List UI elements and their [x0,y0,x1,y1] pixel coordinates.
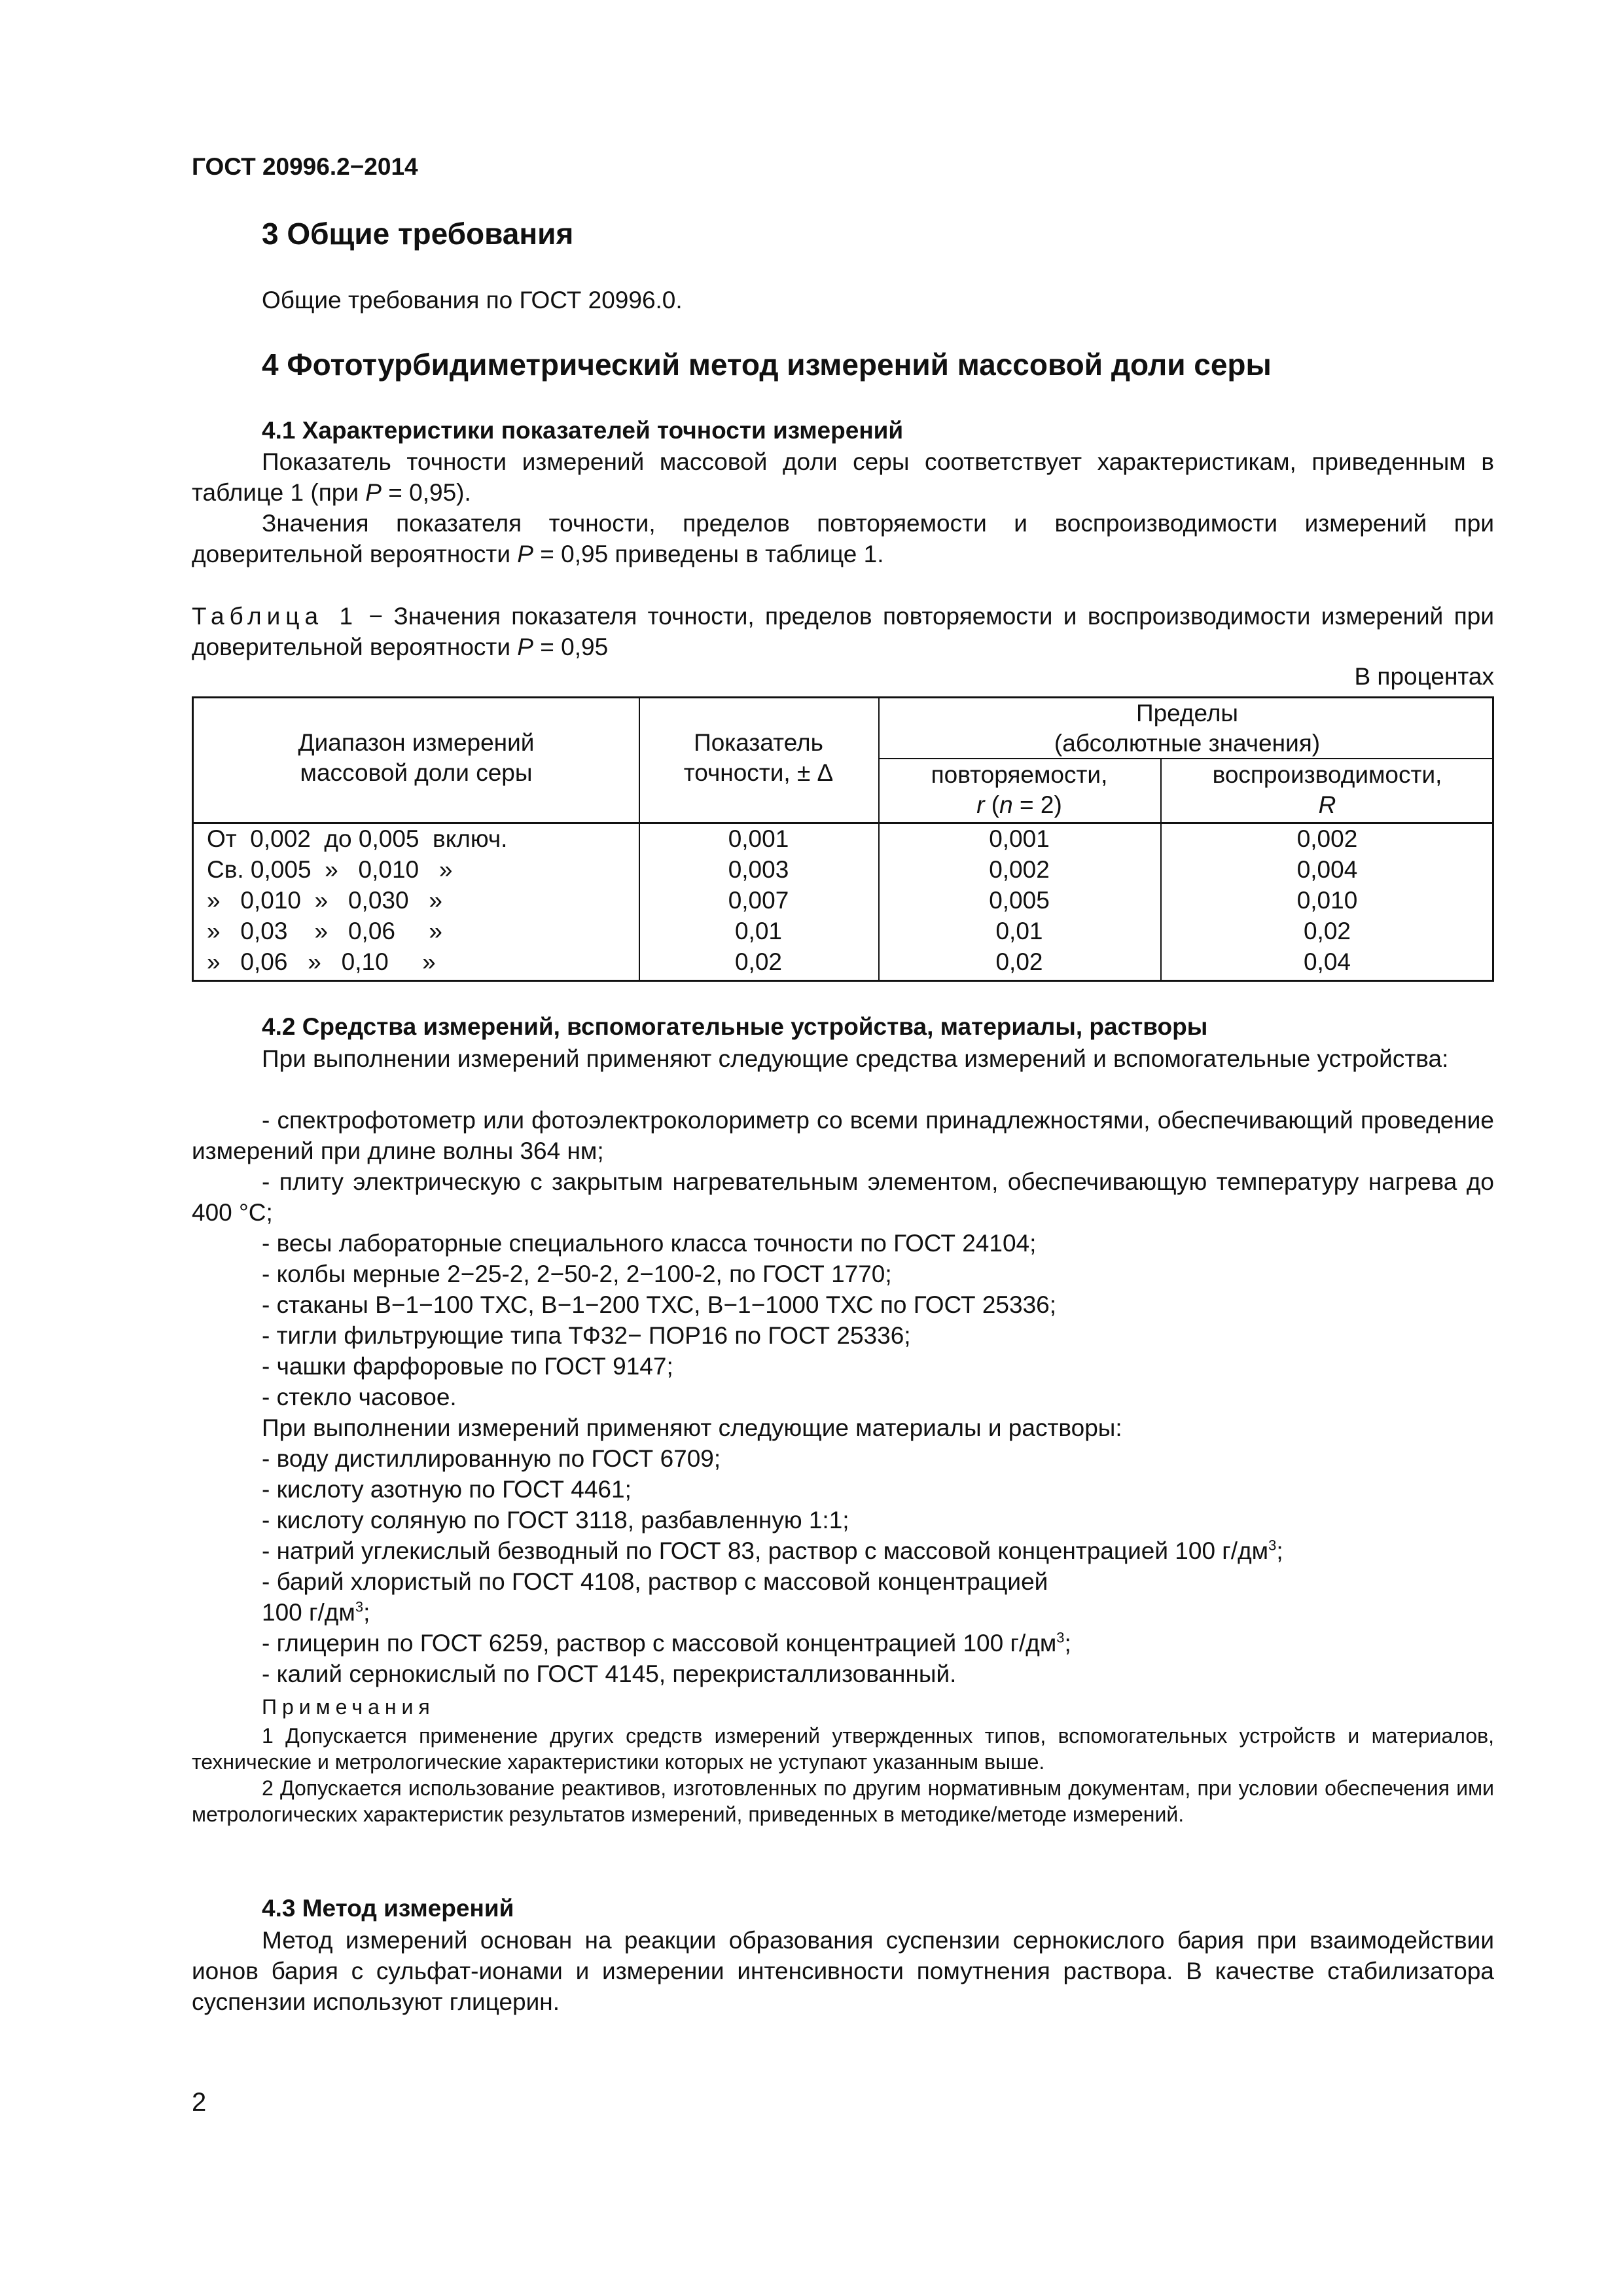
item-crucibles: - тигли фильтрующие типа ТФ32− ПОР16 по ГОСТ 25336; [262,1322,911,1349]
section-4-1-paragraph-2: Значения показателя точности, пределов повторяемости и воспроизводимости измерений при доверительной вероятности P = 0,95 приведены в таблице 1. [192,510,1494,567]
table-row-5-R: 0,04 [1303,948,1351,975]
section-4-3-title: 4.3 Метод измерений [262,1895,514,1922]
col-delta-header: Показатель точности, ± Δ [683,729,834,786]
table-row-4-delta: 0,01 [734,918,782,944]
note-1: 1 Допускается применение других средств измерений утвержденных типов, вспомогательных устройств и материалов, технические и метрологические характеристики которых не уступают указанным выше. [192,1724,1494,1774]
item-watch-glass: - стекло часовое. [262,1384,457,1410]
item-distilled-water: - воду дистиллированную по ГОСТ 6709; [262,1445,721,1472]
table-row-5-r: 0,02 [995,948,1043,975]
item-electric-plate: - плиту электрическую с закрытым нагревательным элементом, обеспечивающую температуру нагрева до 400 °С; [192,1168,1494,1226]
section-3-text: Общие требования по ГОСТ 20996.0. [262,287,683,314]
table-row-2-r: 0,002 [989,856,1050,883]
limits-header: Пределы (абсолютные значения) [1054,700,1321,757]
section-4-2-title: 4.2 Средства измерений, вспомогательные устройства, материалы, растворы [262,1013,1208,1040]
item-potassium-sulfate: - калий сернокислый по ГОСТ 4145, перекристаллизованный. [262,1660,957,1687]
table-row-3-r: 0,005 [989,887,1050,914]
notes-label: Примечания [262,1695,435,1719]
item-glycerin: - глицерин по ГОСТ 6259, раствор с массовой концентрацией 100 $г/дм^3$; [262,1629,1071,1657]
table-row-1-R: 0,002 [1296,825,1358,852]
item-barium-chloride-concentration: 100 $г/дм^3$; [262,1598,370,1626]
table-row-3-delta: 0,007 [728,887,789,914]
note-2: 2 Допускается использование реактивов, изготовленных по другим нормативным документам, при условии обеспечения ими метрологических характеристик результатов измерений, приведенных в методике/методе измерений. [192,1776,1494,1826]
table-row-3-range: » 0,010 » 0,030 » [207,887,442,914]
document-code: ГОСТ 20996.2−2014 [192,153,418,180]
table-row-3-R: 0,010 [1296,887,1358,914]
item-sodium-carbonate: - натрий углекислый безводный по ГОСТ 83, раствор с массовой концентрацией 100 $г/дм^3$; [262,1537,1283,1564]
item-scales: - весы лабораторные специального класса точности по ГОСТ 24104; [262,1230,1037,1257]
col-repeatability-header: повторяемости, r (n = 2) [931,761,1108,818]
table-row-4-R: 0,02 [1303,918,1351,944]
section-4-1-paragraph-1: Показатель точности измерений массовой доли серы соответствует характеристикам, приведенным в таблице 1 (при P = 0,95). [192,448,1494,506]
materials-intro: При выполнении измерений применяют следующие материалы и растворы: [262,1414,1122,1441]
table-row-1-delta: 0,001 [728,825,789,852]
table-row-2-R: 0,004 [1296,856,1358,883]
table-row-1-r: 0,001 [989,825,1050,852]
table-1-caption: Таблица 1 − Значения показателя точности, пределов повторяемости и воспроизводимости измерений при доверительной вероятности P = 0,95 [192,603,1494,660]
table-1 [192,696,1494,982]
page-number: 2 [192,2088,207,2117]
table-row-4-range: » 0,03 » 0,06 » [207,918,442,944]
table-row-2-delta: 0,003 [728,856,789,883]
section-4-3-text: Метод измерений основан на реакции образования суспензии сернокислого бария при взаимодействии ионов бария с сульфат-ионами и измерении интенсивности помутнения раствора. В качестве стабилизатора суспензии используют глицерин. [192,1927,1494,2015]
col-reproducibility-header: воспроизводимости, R [1212,761,1442,818]
item-barium-chloride: - барий хлористый по ГОСТ 4108, раствор с массовой концентрацией [262,1568,1048,1595]
table-row-4-r: 0,01 [995,918,1043,944]
section-4-1-title: 4.1 Характеристики показателей точности измерений [262,417,904,444]
table-row-1-range: От 0,002 до 0,005 включ. [207,825,508,852]
item-porcelain-cups: - чашки фарфоровые по ГОСТ 9147; [262,1353,673,1380]
item-flasks: - колбы мерные 2−25-2, 2−50-2, 2−100-2, по ГОСТ 1770; [262,1261,892,1287]
section-4-title: 4 Фототурбидиметрический метод измерений массовой доли серы [262,348,1272,382]
section-4-2-intro: При выполнении измерений применяют следующие средства измерений и вспомогательные устройства: [262,1045,1449,1072]
table-row-5-range: » 0,06 » 0,10 » [207,948,436,975]
col-range-header: Диапазон измерений массовой доли серы [298,729,535,786]
table-1-units: В процентах [1354,663,1494,690]
item-hydrochloric-acid: - кислоту соляную по ГОСТ 3118, разбавленную 1:1; [262,1507,849,1534]
section-3-title: 3 Общие требования [262,217,574,251]
table-row-2-range: Св. 0,005 » 0,010 » [207,856,453,883]
item-nitric-acid: - кислоту азотную по ГОСТ 4461; [262,1476,632,1503]
item-beakers: - стаканы В−1−100 ТХС, В−1−200 ТХС, В−1−1000 ТХС по ГОСТ 25336; [262,1291,1057,1318]
table-row-5-delta: 0,02 [734,948,782,975]
item-spectrophotometer: - спектрофотометр или фотоэлектроколориметр со всеми принадлежностями, обеспечивающий проведение измерений при длине волны 364 нм; [192,1107,1494,1164]
